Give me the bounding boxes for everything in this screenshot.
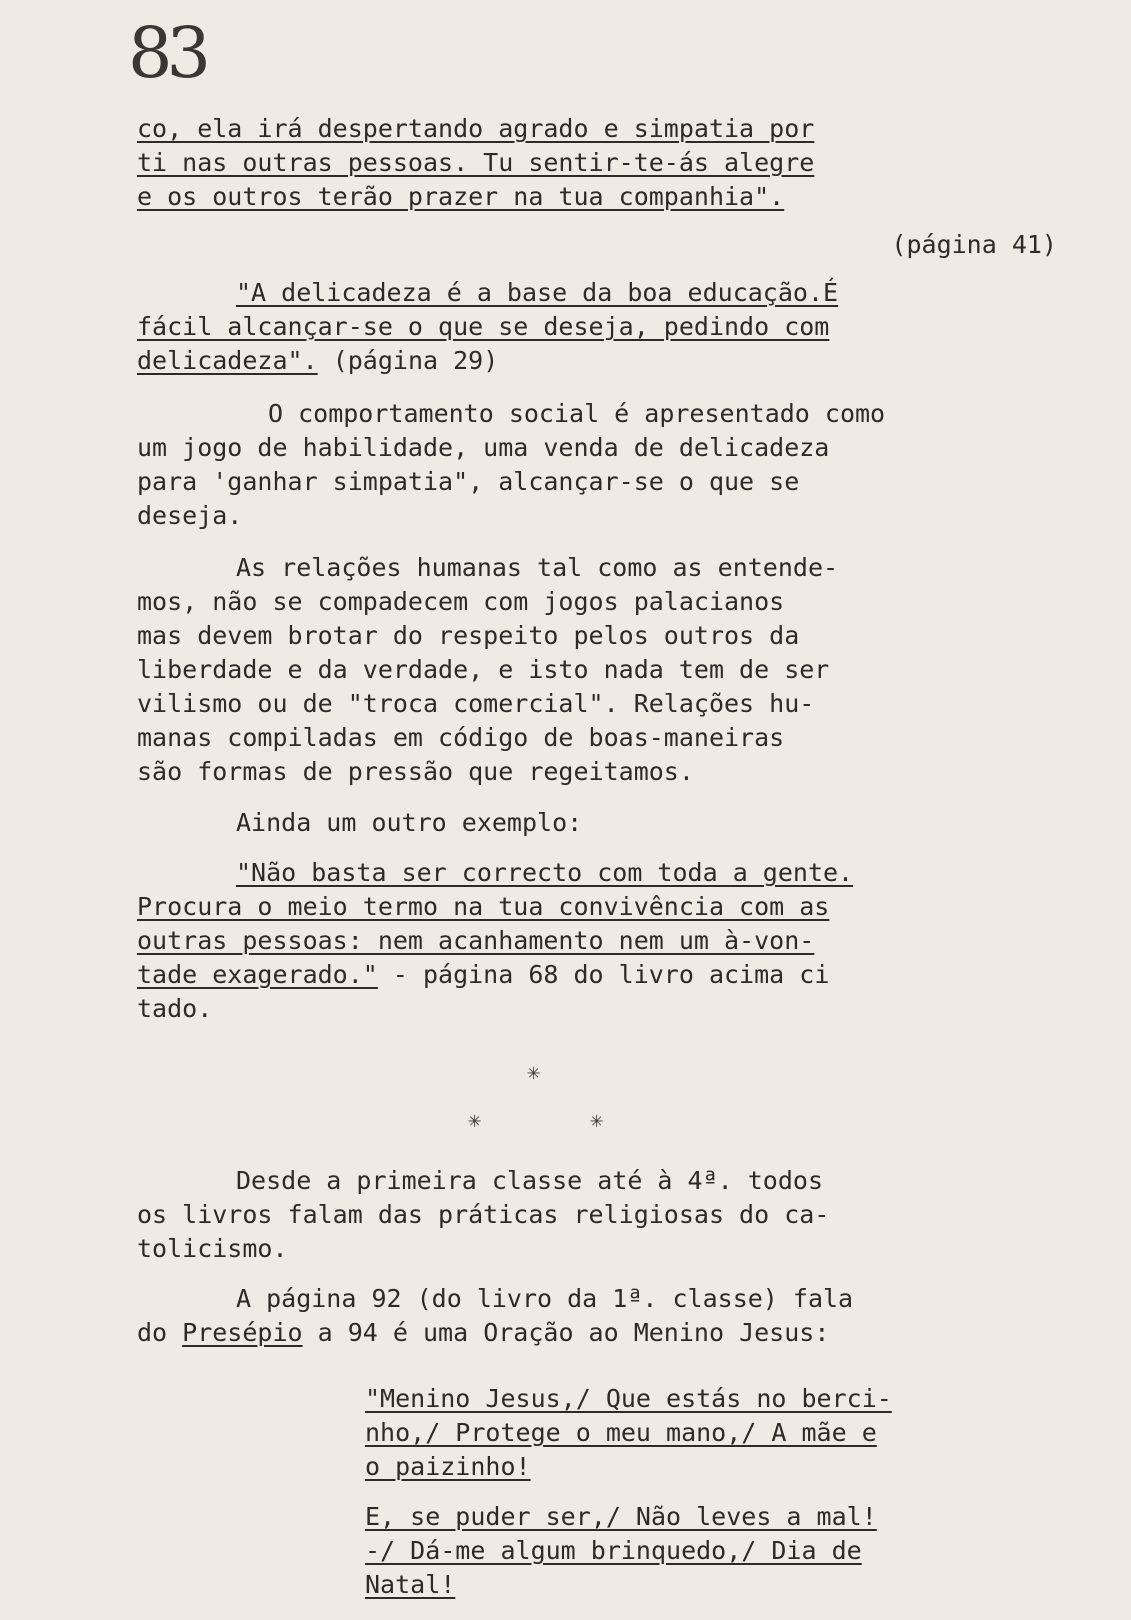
verse-line: -/ Dá-me algum brinquedo,/ Dia de [365,1536,862,1565]
text-line: e os outros terão prazer na tua companhia". [137,182,785,211]
paragraph-line: para 'ganhar simpatia", alcançar-se o que se [137,467,800,496]
page-reference: (página 41) [891,230,1057,259]
verse-line: nho,/ Protege o meu mano,/ A mãe e [365,1418,877,1447]
page-reference: - página 68 do livro acima ci [377,960,830,989]
quote-line: tado. [137,994,213,1023]
asterism-star: ✳ [590,1108,604,1133]
paragraph-line: manas compiladas em código de boas-maneiras [137,723,785,752]
paragraph-line: liberdade e da verdade, e isto nada tem de ser [137,655,830,684]
paragraph-line: Ainda um outro exemplo: [236,808,583,837]
verse-line: E, se puder ser,/ Não leves a mal! [365,1502,877,1531]
verse-line: "Menino Jesus,/ Que estás no berci- [365,1384,892,1413]
text-line: "A delicadeza é a base da boa educação.É [236,278,839,307]
verse-line: o paizinho! [365,1452,531,1481]
paragraph-line: tolicismo. [137,1234,288,1263]
quote-line [137,958,1077,992]
page-reference: (página 29) [332,346,499,375]
paragraph-line: mas devem brotar do respeito pelos outros da [137,621,800,650]
asterism-star: ✳ [468,1108,482,1133]
text-span: a 94 é uma Oração ao Menino Jesus: [302,1318,830,1347]
quote-end: delicadeza". [137,346,318,375]
paragraph-line: O comportamento social é apresentado como [268,399,886,428]
text-line [137,344,1077,378]
quote-line: Procura o meio termo na tua convivência com as [137,892,830,921]
paragraph-line: As relações humanas tal como as entende- [236,553,839,582]
paragraph-line: os livros falam das práticas religiosas do ca- [137,1200,830,1229]
page-number-mark: 83 [128,12,206,94]
paragraph-line [137,1316,1077,1350]
text-line: fácil alcançar-se o que se deseja, pedindo com [137,312,830,341]
paragraph-line: um jogo de habilidade, uma venda de delicadeza [137,433,830,462]
paragraph-line: vilismo ou de "troca comercial". Relações hu- [137,689,815,718]
quote-line: "Não basta ser correcto com toda a gente. [236,858,854,887]
paragraph-line: deseja. [137,501,243,530]
paragraph-line: mos, não se compadecem com jogos palacianos [137,587,785,616]
paragraph-line: Desde a primeira classe até à 4ª. todos [236,1166,823,1195]
quote-end: tade exagerado." [137,960,378,989]
text-line: co, ela irá despertando agrado e simpatia por [137,114,815,143]
paragraph-line: A página 92 (do livro da 1ª. classe) fala [236,1284,854,1313]
paragraph-line: são formas de pressão que regeitamos. [137,757,694,786]
verse-line: Natal! [365,1570,456,1599]
text-span: do [137,1318,183,1347]
asterism-star: ✳ [527,1060,541,1085]
quote-line: outras pessoas: nem acanhamento nem um à-von- [137,926,815,955]
text-line: ti nas outras pessoas. Tu sentir-te-ás alegre [137,148,815,177]
underlined-word: Presépio [182,1318,303,1347]
